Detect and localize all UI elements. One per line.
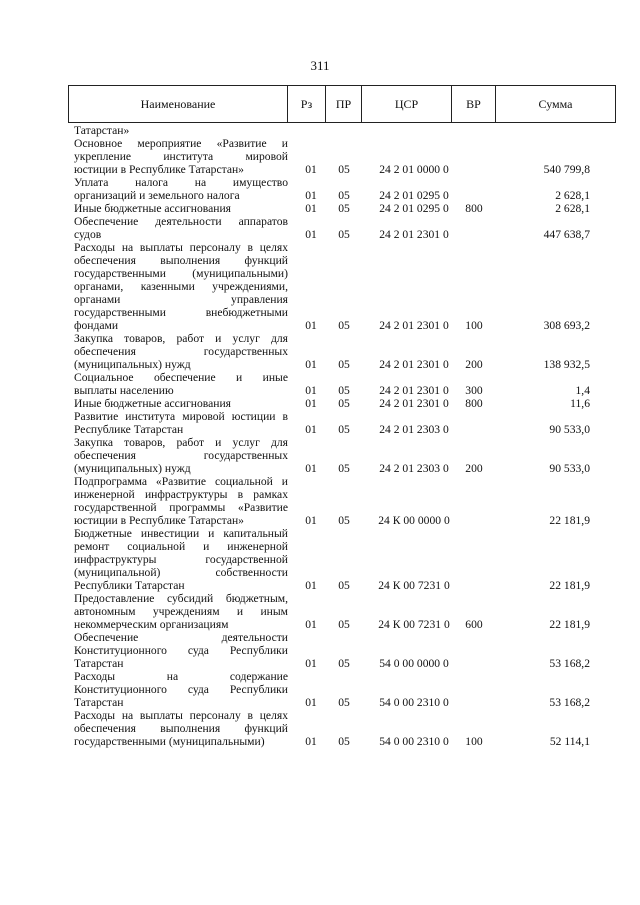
row-csr: 24 2 01 2301 0 — [379, 319, 449, 332]
row-name-line: Предоставление субсидий бюджетным, — [74, 592, 288, 605]
row-name-line: ремонт социальной и инженерной — [74, 540, 288, 553]
row-name-line: судов — [74, 228, 102, 241]
table-row — [0, 124, 640, 137]
row-name — [74, 410, 288, 436]
row-name-line: обеспечения государственных — [74, 345, 288, 358]
row-pr: 05 — [338, 189, 350, 202]
row-pr: 05 — [338, 462, 350, 475]
row-name-line: государственными (муниципальными) — [74, 267, 288, 280]
row-rz: 01 — [305, 202, 317, 215]
row-sum: 447 638,7 — [543, 228, 590, 241]
row-name-line: Конституционного суда Республики — [74, 683, 288, 696]
row-csr: 54 0 00 2310 0 — [379, 696, 449, 709]
row-sum: 138 932,5 — [543, 358, 590, 371]
row-vr: 100 — [465, 735, 483, 748]
row-rz: 01 — [305, 228, 317, 241]
table-header — [68, 85, 616, 123]
row-name-line: (муниципальной) собственности — [74, 566, 288, 579]
row-rz: 01 — [305, 423, 317, 436]
row-pr: 05 — [338, 696, 350, 709]
row-pr: 05 — [338, 202, 350, 215]
row-name-line: обеспечения выполнения функций — [74, 722, 288, 735]
row-sum: 53 168,2 — [549, 657, 590, 670]
row-name-line: юстиции в Республике Татарстан» — [74, 514, 244, 527]
row-sum: 90 533,0 — [549, 462, 590, 475]
row-name-line: Бюджетные инвестиции и капитальный — [74, 527, 288, 540]
row-pr: 05 — [338, 384, 350, 397]
row-pr: 05 — [338, 579, 350, 592]
row-pr: 05 — [338, 228, 350, 241]
row-vr: 600 — [465, 618, 483, 631]
row-pr: 05 — [338, 657, 350, 670]
row-name-line: Уплата налога на имущество — [74, 176, 288, 189]
row-sum: 53 168,2 — [549, 696, 590, 709]
row-vr: 200 — [465, 462, 483, 475]
row-rz: 01 — [305, 657, 317, 670]
row-name — [74, 137, 288, 176]
row-rz: 01 — [305, 618, 317, 631]
table-row — [0, 137, 640, 176]
row-name-line: Закупка товаров, работ и услуг для — [74, 332, 288, 345]
row-csr: 24 2 01 0295 0 — [379, 189, 449, 202]
row-rz: 01 — [305, 397, 317, 410]
header-sum: Сумма — [495, 86, 615, 122]
row-name-line: Иные бюджетные ассигнования — [74, 202, 231, 215]
row-pr: 05 — [338, 163, 350, 176]
row-pr: 05 — [338, 319, 350, 332]
row-pr: 05 — [338, 514, 350, 527]
row-name — [74, 397, 288, 410]
row-csr: 24 2 01 2301 0 — [379, 228, 449, 241]
header-name: Наименование — [140, 96, 216, 111]
table-row — [0, 436, 640, 475]
row-csr: 54 0 00 0000 0 — [379, 657, 449, 670]
row-name — [74, 709, 288, 748]
row-name-line: Основное мероприятие «Развитие и — [74, 137, 288, 150]
row-name — [74, 215, 288, 241]
row-sum: 22 181,9 — [549, 579, 590, 592]
row-name-line: укрепление института мировой — [74, 150, 288, 163]
row-csr: 24 2 01 2301 0 — [379, 358, 449, 371]
row-csr: 24 2 01 0295 0 — [379, 202, 449, 215]
row-name — [74, 332, 288, 371]
header-csr: ЦСР — [361, 86, 451, 122]
row-name-line: Обеспечение деятельности аппаратов — [74, 215, 288, 228]
row-name-line: обеспечения государственных — [74, 449, 288, 462]
row-csr: 54 0 00 2310 0 — [379, 735, 449, 748]
row-name-line: Закупка товаров, работ и услуг для — [74, 436, 288, 449]
row-rz: 01 — [305, 696, 317, 709]
row-name-line: Подпрограмма «Развитие социальной и — [74, 475, 288, 488]
table-row — [0, 527, 640, 592]
row-name — [74, 527, 288, 592]
row-name-line: органами управления — [74, 293, 288, 306]
row-csr: 24 2 01 2303 0 — [379, 423, 449, 436]
row-rz: 01 — [305, 358, 317, 371]
row-csr: 24 К 00 0000 0 — [378, 514, 450, 527]
row-sum: 2 628,1 — [555, 202, 590, 215]
row-sum: 2 628,1 — [555, 189, 590, 202]
row-vr: 800 — [465, 397, 483, 410]
header-rz: Рз — [287, 86, 325, 122]
row-sum: 22 181,9 — [549, 618, 590, 631]
row-rz: 01 — [305, 514, 317, 527]
row-vr: 300 — [465, 384, 483, 397]
row-sum: 52 114,1 — [549, 735, 590, 748]
table-row — [0, 241, 640, 332]
row-name-line: государственными внебюджетными — [74, 306, 288, 319]
row-rz: 01 — [305, 579, 317, 592]
row-name-line: органами, казенными учреждениями, — [74, 280, 288, 293]
row-rz: 01 — [305, 163, 317, 176]
row-name-line: Республики Татарстан — [74, 579, 185, 592]
header-pr: ПР — [325, 86, 361, 122]
row-rz: 01 — [305, 462, 317, 475]
row-name — [74, 124, 288, 137]
row-name-line: Расходы на выплаты персоналу в целях — [74, 709, 288, 722]
row-csr: 24 2 01 2301 0 — [379, 397, 449, 410]
table-row — [0, 410, 640, 436]
row-sum: 540 799,8 — [543, 163, 590, 176]
table-row — [0, 709, 640, 748]
row-name-line: Татарстан» — [74, 124, 130, 137]
row-csr: 24 К 00 7231 0 — [378, 579, 450, 592]
row-pr: 05 — [338, 618, 350, 631]
row-name — [74, 436, 288, 475]
header-vr: ВР — [451, 86, 495, 122]
table-row — [0, 202, 640, 215]
table-row — [0, 332, 640, 371]
row-name-line: обеспечения выполнения функций — [74, 254, 288, 267]
table-row — [0, 176, 640, 202]
row-name — [74, 592, 288, 631]
row-name-line: некоммерческим организациям — [74, 618, 229, 631]
row-name — [74, 670, 288, 709]
row-name-line: фондами — [74, 319, 119, 332]
row-name-line: Социальное обеспечение и иные — [74, 371, 288, 384]
row-pr: 05 — [338, 397, 350, 410]
row-sum: 22 181,9 — [549, 514, 590, 527]
row-name-line: Расходы на выплаты персоналу в целях — [74, 241, 288, 254]
row-name — [74, 176, 288, 202]
table-row — [0, 631, 640, 670]
row-name-line: автономным учреждениям и иным — [74, 605, 288, 618]
page-number: 311 — [310, 58, 330, 73]
row-name-line: Конституционного суда Республики — [74, 644, 288, 657]
row-pr: 05 — [338, 358, 350, 371]
row-name — [74, 202, 288, 215]
row-name-line: Татарстан — [74, 657, 124, 670]
row-name-line: (муниципальных) нужд — [74, 462, 191, 475]
row-vr: 800 — [465, 202, 483, 215]
row-name-line: выплаты населению — [74, 384, 174, 397]
row-sum: 90 533,0 — [549, 423, 590, 436]
row-name-line: (муниципальных) нужд — [74, 358, 191, 371]
table-row — [0, 371, 640, 397]
row-rz: 01 — [305, 384, 317, 397]
table-row — [0, 475, 640, 527]
row-name — [74, 631, 288, 670]
row-sum: 11,6 — [570, 397, 590, 410]
row-pr: 05 — [338, 423, 350, 436]
row-pr: 05 — [338, 735, 350, 748]
row-name-line: Татарстан — [74, 696, 124, 709]
row-name-line: инфраструктуры государственной — [74, 553, 288, 566]
row-rz: 01 — [305, 319, 317, 332]
row-csr: 24 К 00 7231 0 — [378, 618, 450, 631]
row-name-line: Развитие института мировой юстиции в — [74, 410, 288, 423]
table-row — [0, 592, 640, 631]
row-csr: 24 2 01 2303 0 — [379, 462, 449, 475]
row-name-line: государственной программы «Развитие — [74, 501, 288, 514]
row-name-line: инженерной инфраструктуры в рамках — [74, 488, 288, 501]
row-name-line: государственными (муниципальными) — [74, 735, 265, 748]
row-sum: 308 693,2 — [543, 319, 590, 332]
table-row — [0, 397, 640, 410]
row-name-line: Республике Татарстан — [74, 423, 184, 436]
row-sum: 1,4 — [575, 384, 590, 397]
row-vr: 100 — [465, 319, 483, 332]
row-name-line: Расходы на содержание — [74, 670, 288, 683]
row-vr: 200 — [465, 358, 483, 371]
table-row — [0, 670, 640, 709]
row-name-line: Обеспечение деятельности — [74, 631, 288, 644]
row-csr: 24 2 01 0000 0 — [379, 163, 449, 176]
row-name — [74, 241, 288, 332]
table-row — [0, 215, 640, 241]
row-name — [74, 475, 288, 527]
row-name — [74, 371, 288, 397]
row-name-line: организаций и земельного налога — [74, 189, 240, 202]
row-rz: 01 — [305, 189, 317, 202]
row-csr: 24 2 01 2301 0 — [379, 384, 449, 397]
row-rz: 01 — [305, 735, 317, 748]
row-name-line: Иные бюджетные ассигнования — [74, 397, 231, 410]
row-name-line: юстиции в Республике Татарстан» — [74, 163, 244, 176]
